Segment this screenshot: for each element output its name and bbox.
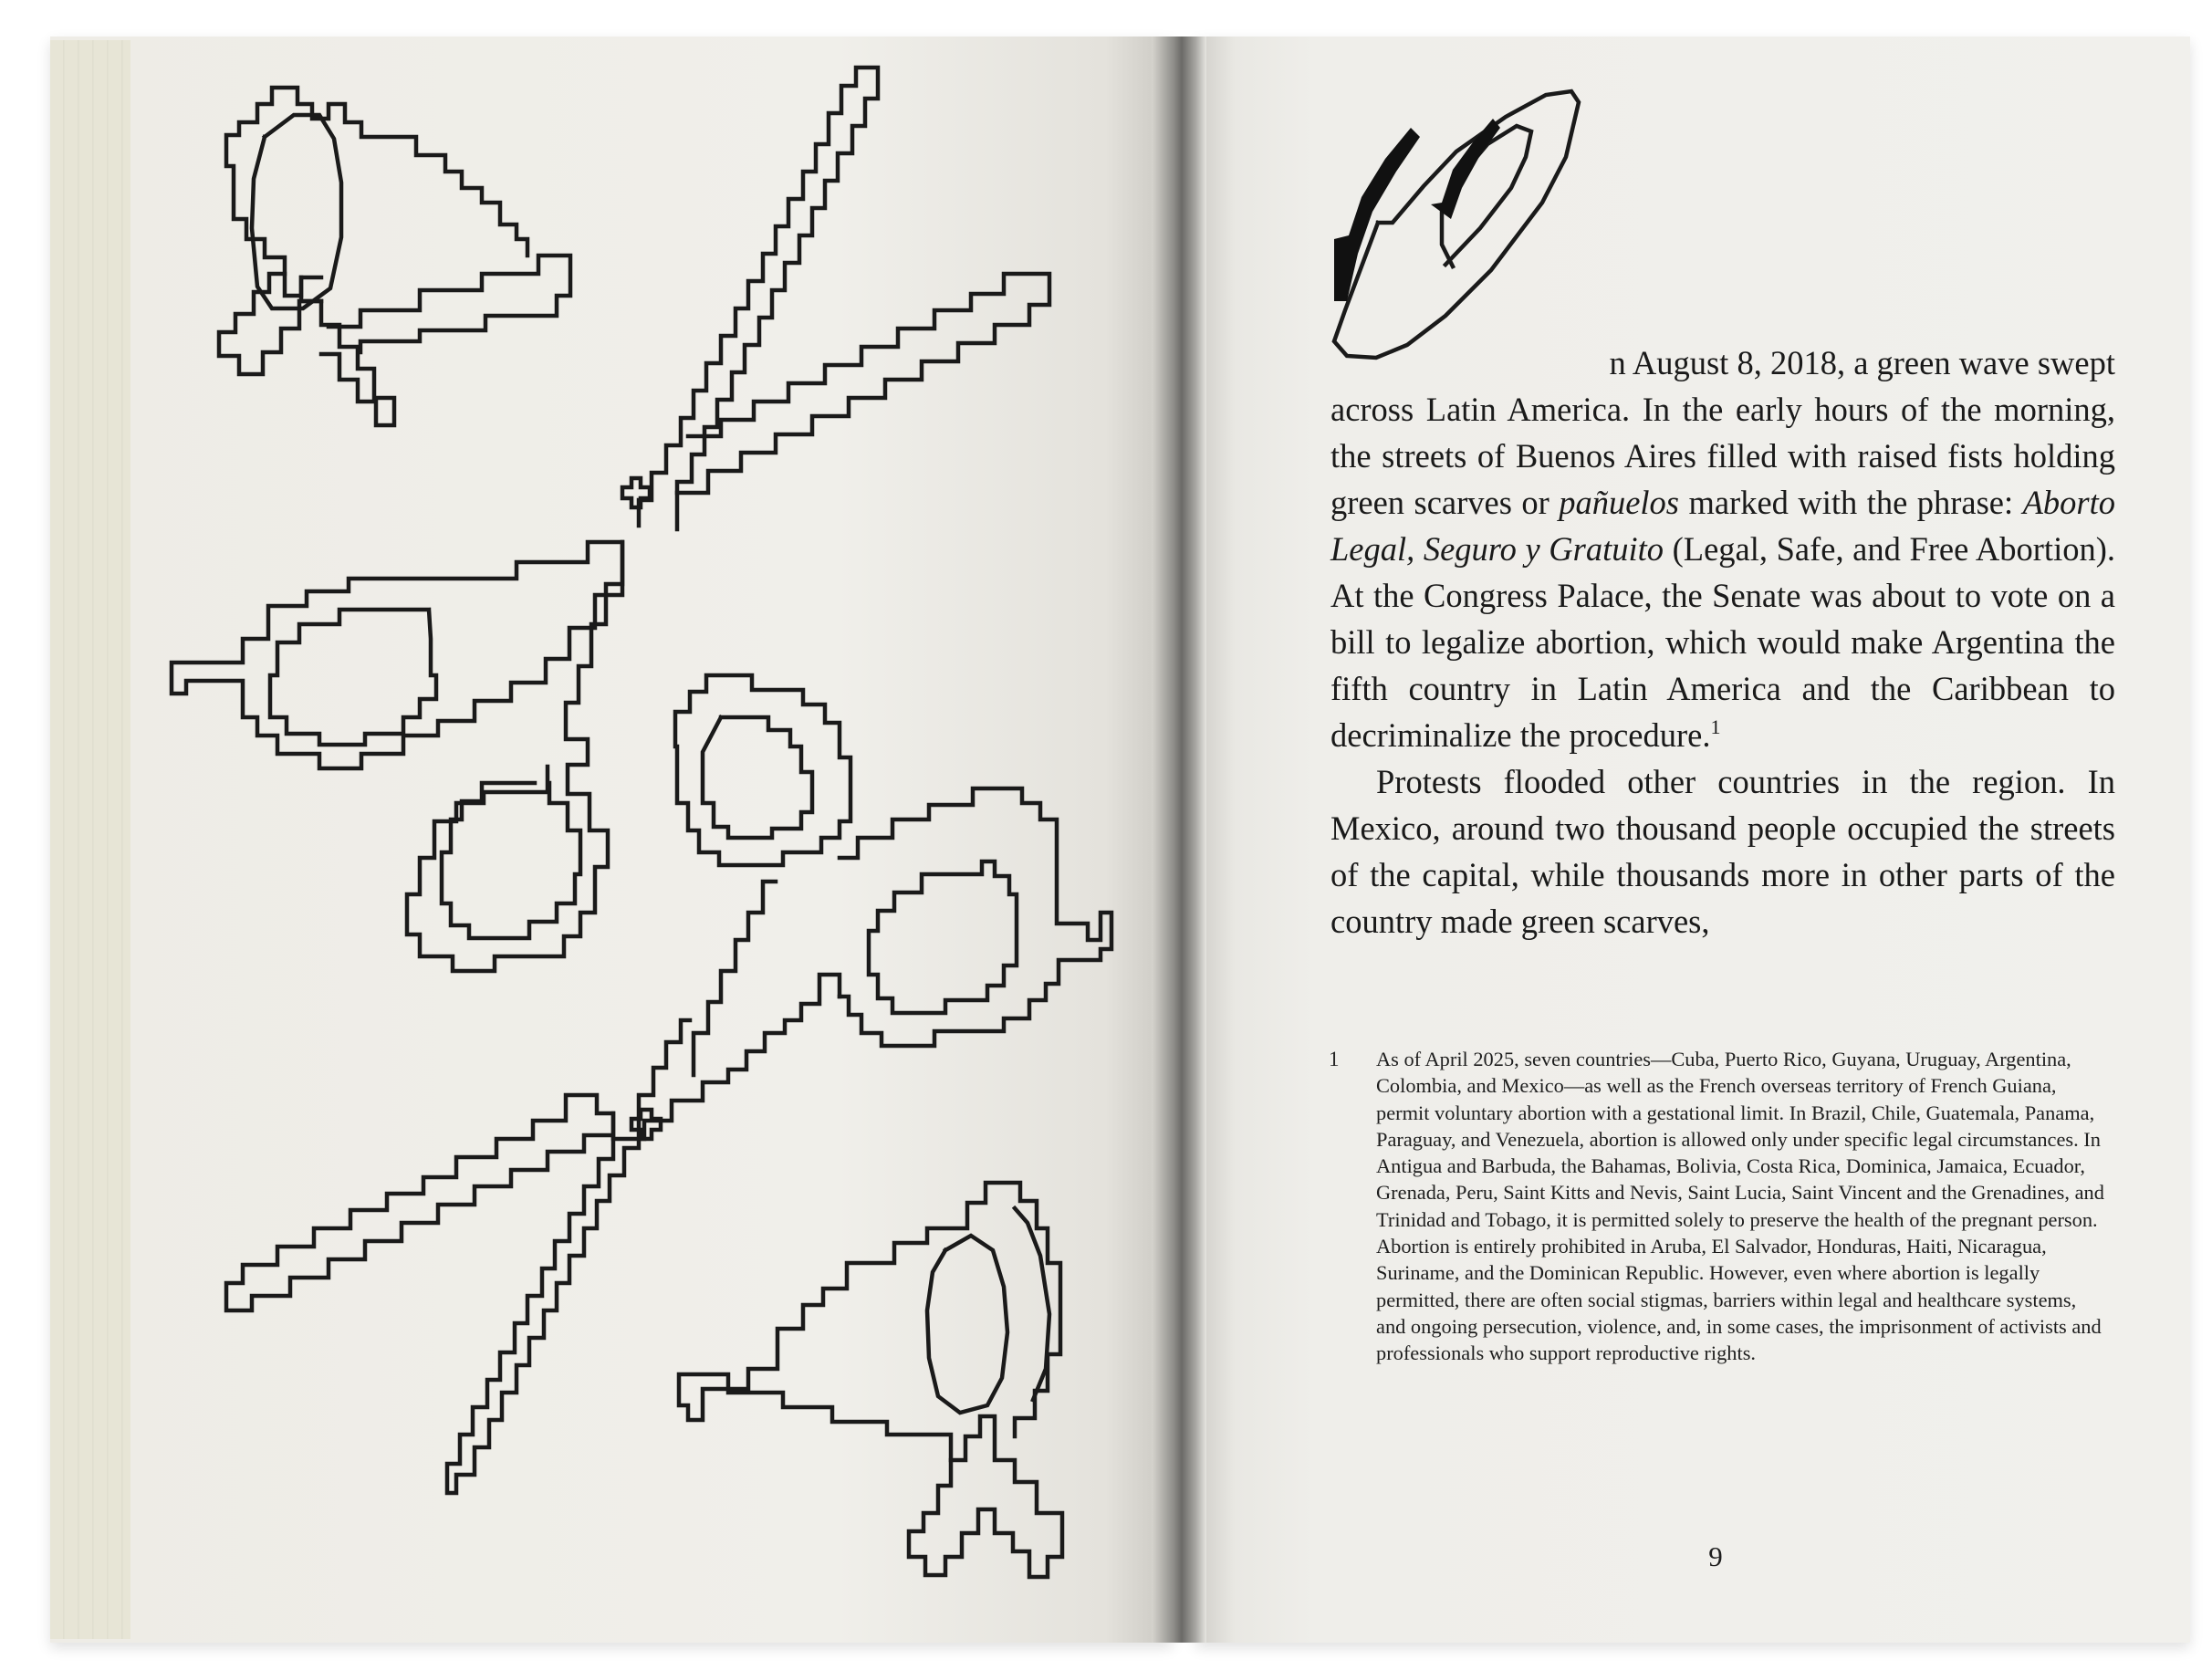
paragraph-1-end: (Legal, Safe, and Free Abortion). At the Congress Palace, the Senate was about to vote on a bill to legalize abortion, which would make Argentina the fifth country in Latin America and the Caribbean to decriminalize the procedure.	[1330, 530, 2115, 754]
italic-phrase: Aborto Legal, Seguro y Gratuito	[1330, 484, 2115, 568]
italic-panuelos: pañuelos	[1559, 484, 1680, 521]
paragraph-1-mid: marked with the phrase:	[1679, 484, 2023, 521]
scissors-icon	[172, 68, 1049, 971]
footnote-ref[interactable]: 1	[1710, 715, 1721, 738]
scarf-icon	[219, 88, 570, 425]
scarf-icon-lower	[679, 1183, 1062, 1577]
scissors-icon-lower	[226, 675, 1111, 1493]
paragraph-1	[1330, 339, 2115, 758]
first-line: n August 8, 2018, a green wave swept	[1609, 344, 2115, 381]
drop-cap-o-icon	[1334, 91, 1579, 358]
footnote-text: As of April 2025, seven countries—Cuba, Puerto Rico, Guyana, Uruguay, Argentina, Colombia, and Mexico—as well as the French overseas territory of French Guiana, permit voluntary abortion with a gestational limit. In Brazil, Chile, Guatemala, Panama, Paraguay, and Venezuela, abortion is allowed only under specific legal circumstances. In Antigua and Barbuda, the Bahamas, Bolivia, Costa Rica, Dominica, Jamaica, Ecuador, Grenada, Peru, Saint Kitts and Nevis, Saint Lucia, Saint Vincent and the Grenadines, and Trinidad and Tobago, it is permitted solely to preserve the health of the pregnant person. Abortion is entirely prohibited in Aruba, El Salvador, Honduras, Haiti, Nicaragua, Suriname, and the Dominican Republic. However, even where abortion is legally permitted, there are often social stigmas, barriers within legal and healthcare systems, and ongoing persecution, violence, and, in some cases, the imprisonment of activists and professionals who support reproductive rights.	[1376, 1048, 2104, 1365]
paragraph-1-text: across Latin America. In the early hours of the morning, the streets of Buenos Aires filled with raised fists holding green scarves or	[1330, 391, 2115, 521]
footnote-number: 1	[1329, 1048, 1340, 1070]
paragraph-2: Protests flooded other countries in the region. In Mexico, around two thousand people occupied the streets of the capital, while thousands more in other parts of the country made green scarves,	[1330, 763, 2115, 940]
body-text	[1330, 339, 2115, 945]
page-number: 9	[1708, 1540, 1723, 1572]
